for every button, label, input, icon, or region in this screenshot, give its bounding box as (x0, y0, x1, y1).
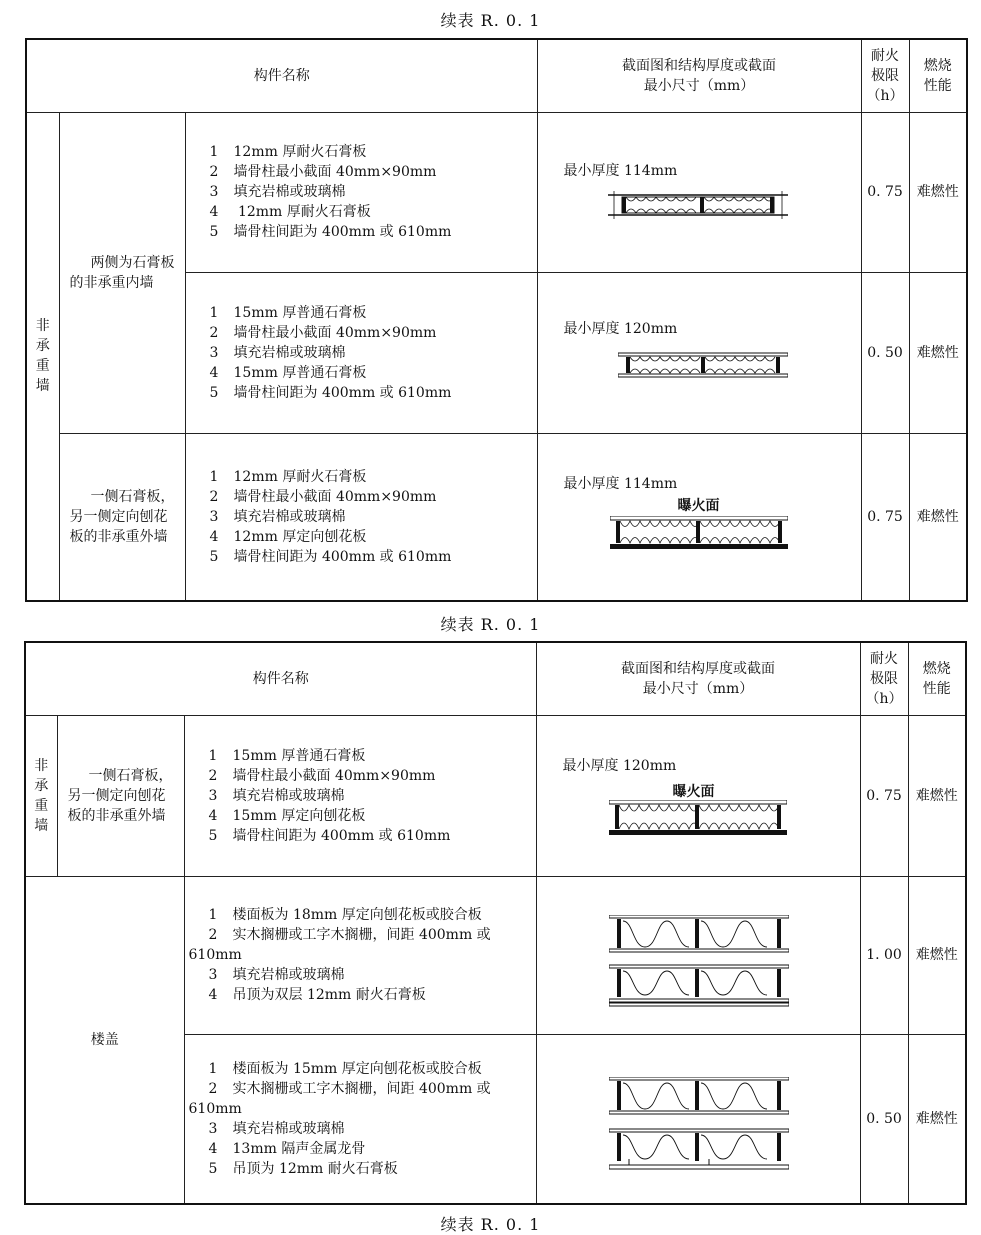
header-fire-line3: （h） (866, 87, 904, 104)
cat-char: 承 (34, 777, 49, 794)
list-item: 4 15mm 厚定向刨花板 (208, 807, 366, 824)
fire-resistance-table-1 (25, 38, 968, 602)
section-figure (536, 1034, 860, 1204)
wall-section-diagram (608, 187, 788, 223)
list-item: 1 12mm 厚耐火石膏板 (209, 144, 367, 160)
list-item: 4 13mm 隔声金属龙骨 (208, 1140, 366, 1157)
fire-limit-value: 0. 75 (860, 715, 908, 876)
item-list (184, 876, 536, 1034)
table-caption: 续表 R. 0. 1 (440, 615, 541, 634)
burn-class: 难燃性 (909, 112, 967, 272)
cat-char: 非 (34, 757, 49, 774)
header-fire-limit (861, 39, 909, 112)
list-item: 2 墙骨柱最小截面 40mm×90mm (208, 767, 436, 784)
item-list (184, 715, 536, 876)
list-item: 5 墙骨柱间距为 400mm 或 610mm (209, 384, 452, 401)
list-item: 2 墙骨柱最小截面 40mm×90mm (209, 164, 437, 180)
header-fire-line1: 耐火 (870, 650, 899, 667)
list-item: 2 墙骨柱最小截面 40mm×90mm (209, 324, 437, 341)
list-item: 5 墙骨柱间距为 400mm 或 610mm (209, 548, 452, 565)
item-list (185, 272, 537, 433)
header-burn-line2: 性能 (923, 77, 952, 94)
fire-limit-value: 1. 00 (860, 876, 908, 1034)
list-item: 4 12mm 厚耐火石膏板 (209, 204, 371, 220)
list-item: 1 楼面板为 18mm 厚定向刨花板或胶合板 (208, 907, 482, 923)
cat-char: 重 (34, 797, 49, 814)
header-burn (909, 39, 967, 112)
list-item: 5 吊顶为 12mm 耐火石膏板 (208, 1160, 398, 1177)
category-non-load-wall (26, 112, 59, 601)
section-figure (537, 433, 861, 601)
list-item: 3 填充岩棉或玻璃棉 (209, 508, 346, 525)
exposure-label: 曝火面 (677, 497, 720, 514)
header-section (537, 39, 861, 112)
section-figure (537, 112, 861, 272)
list-item: 2 实木搁栅或工字木搁栅，间距 400mm 或 (208, 1080, 491, 1097)
header-fire-line1: 耐火 (871, 47, 900, 64)
item-list (184, 1034, 536, 1204)
header-section-line2: 最小尺寸（mm） (642, 680, 754, 697)
header-section-line1: 截面图和结构厚度或截面 (622, 57, 777, 74)
list-item: 4 15mm 厚普通石膏板 (209, 364, 367, 381)
list-item: 2 实木搁栅或工字木搁栅，间距 400mm 或 (208, 927, 491, 943)
header-component-name: 构件名称 (26, 39, 537, 112)
header-section-line1: 截面图和结构厚度或截面 (621, 660, 776, 677)
list-item: 3 填充岩棉或玻璃棉 (208, 967, 345, 983)
min-thickness: 最小厚度 114mm (563, 162, 678, 179)
list-item: 1 15mm 厚普通石膏板 (208, 747, 366, 764)
burn-class: 难燃性 (909, 433, 967, 601)
header-fire-line3: （h） (865, 690, 903, 707)
list-item: 610mm (188, 947, 242, 963)
list-item: 2 墙骨柱最小截面 40mm×90mm (209, 488, 437, 505)
list-item: 1 15mm 厚普通石膏板 (209, 304, 367, 321)
cat-char: 非 (35, 318, 50, 335)
list-item: 5 墙骨柱间距为 400mm 或 610mm (209, 224, 452, 240)
header-burn-line2: 性能 (922, 680, 951, 697)
fire-limit-value: 0. 75 (861, 112, 909, 272)
section-figure (536, 876, 860, 1034)
header-burn (908, 642, 966, 715)
header-fire-line2: 极限 (870, 670, 899, 687)
cat-char: 重 (35, 358, 50, 375)
burn-class: 难燃性 (909, 272, 967, 433)
header-component-name: 构件名称 (25, 642, 536, 715)
list-item: 3 填充岩棉或玻璃棉 (208, 1120, 345, 1137)
section-figure (536, 715, 860, 876)
header-section (536, 642, 860, 715)
floor-section-diagram (609, 915, 789, 1007)
list-item: 3 填充岩棉或玻璃棉 (208, 787, 345, 804)
wall-section-diagram (610, 516, 788, 550)
fire-limit-value: 0. 75 (861, 433, 909, 601)
min-thickness: 最小厚度 114mm (563, 475, 678, 492)
min-thickness: 最小厚度 120mm (562, 757, 677, 774)
wall-section-diagram (618, 347, 788, 383)
min-thickness: 最小厚度 120mm (563, 320, 678, 337)
category-floor: 楼盖 (25, 876, 184, 1204)
header-burn-line1: 燃烧 (923, 57, 952, 74)
fire-limit-value: 0. 50 (861, 272, 909, 433)
item-list (185, 433, 537, 601)
list-item: 4 12mm 厚定向刨花板 (209, 528, 367, 545)
cat-char: 承 (35, 338, 50, 355)
header-fire-limit (860, 642, 908, 715)
table-caption: 续表 R. 0. 1 (440, 11, 541, 30)
fire-limit-value: 0. 50 (860, 1034, 908, 1204)
group-interior-wall: 两侧为石膏板的非承重内墙 (59, 112, 185, 433)
header-burn-line1: 燃烧 (922, 660, 951, 677)
cat-char: 墙 (34, 817, 49, 834)
cat-char: 墙 (35, 378, 50, 395)
list-item: 3 填充岩棉或玻璃棉 (209, 184, 346, 200)
exposure-label: 曝火面 (672, 783, 715, 800)
burn-class: 难燃性 (908, 715, 966, 876)
list-item: 1 12mm 厚耐火石膏板 (209, 468, 367, 485)
group-exterior-wall: 一侧石膏板，另一侧定向刨花板的非承重外墙 (57, 715, 184, 876)
item-list (185, 112, 537, 272)
burn-class: 难燃性 (908, 1034, 966, 1204)
list-item: 3 填充岩棉或玻璃棉 (209, 344, 346, 361)
category-non-load-wall (25, 715, 57, 876)
table-caption: 续表 R. 0. 1 (440, 1215, 541, 1234)
list-item: 5 墙骨柱间距为 400mm 或 610mm (208, 827, 451, 844)
burn-class: 难燃性 (908, 876, 966, 1034)
group-exterior-wall: 一侧石膏板，另一侧定向刨花板的非承重外墙 (59, 433, 185, 601)
floor-section-diagram (609, 1077, 789, 1173)
list-item: 4 吊顶为双层 12mm 耐火石膏板 (208, 987, 426, 1003)
section-figure (537, 272, 861, 433)
header-section-line2: 最小尺寸（mm） (643, 77, 755, 94)
fire-resistance-table-2 (24, 641, 967, 1205)
wall-section-diagram (609, 800, 787, 836)
header-fire-line2: 极限 (871, 67, 900, 84)
list-item: 1 楼面板为 15mm 厚定向刨花板或胶合板 (208, 1060, 482, 1077)
list-item: 610mm (188, 1100, 242, 1117)
